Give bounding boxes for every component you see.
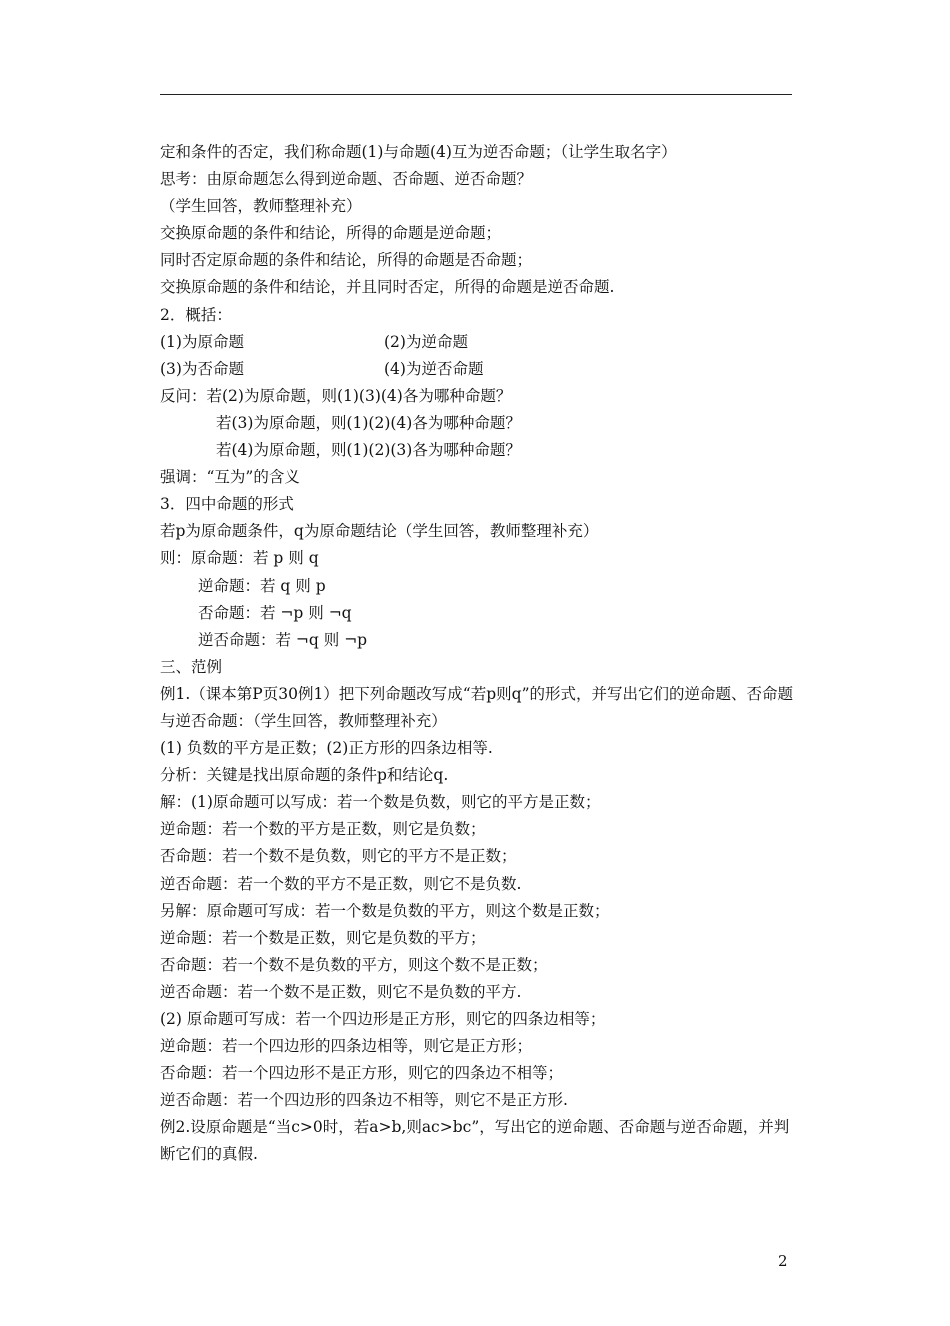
text-line: 逆否命题：若一个数的平方不是正数，则它不是负数. xyxy=(160,874,522,893)
text-line: 解：(1)原命题可以写成：若一个数是负数，则它的平方是正数； xyxy=(160,793,601,812)
text-line: 例1.（课本第P页30例1）把下列命题改写成“若p则q”的形式，并写出它们的逆命题、否命题与逆否命题：（学生回答，教师整理补充） xyxy=(160,684,793,730)
text-line: 分析：关键是找出原命题的条件p和结论q. xyxy=(160,766,449,785)
text-line: 若(4)为原命题，则(1)(2)(3)各为哪种命题？ xyxy=(216,441,521,460)
summary-cell: (3)为否命题 xyxy=(160,359,244,378)
text-line: 若p为原命题条件，q为原命题结论（学生回答，教师整理补充） xyxy=(160,522,599,541)
section-heading: 三、范例 xyxy=(160,657,223,676)
text-line: 逆命题：若 q 则 p xyxy=(198,576,326,595)
section-heading: 2．概括： xyxy=(160,305,232,324)
text-line: 另解：原命题可写成：若一个数是负数的平方，则这个数是正数； xyxy=(160,901,610,920)
text-line: 逆否命题：若一个四边形的四条边不相等，则它不是正方形. xyxy=(160,1091,568,1110)
text-line: 否命题：若 ¬p 则 ¬q xyxy=(198,603,352,622)
page-number: 2 xyxy=(778,1252,788,1270)
text-line: 否命题：若一个数不是负数的平方，则这个数不是正数； xyxy=(160,955,548,974)
summary-row xyxy=(160,356,800,383)
section-heading: 3．四中命题的形式 xyxy=(160,495,294,514)
text-line: 例2.设原命题是“当c>0时，若a>b,则ac>bc”，写出它的逆命题、否命题与逆否命题，并判断它们的真假. xyxy=(160,1118,790,1164)
text-line: (1) 负数的平方是正数；(2)正方形的四条边相等. xyxy=(160,739,493,758)
text-line: 逆命题：若一个数是正数，则它是负数的平方； xyxy=(160,928,486,947)
header-rule xyxy=(160,94,792,95)
text-line: 思考：由原命题怎么得到逆命题、否命题、逆否命题？ xyxy=(160,170,533,189)
text-line: 反问：若(2)为原命题，则(1)(3)(4)各为哪种命题？ xyxy=(160,386,512,405)
text-line: （学生回答，教师整理补充） xyxy=(160,197,362,216)
summary-cell: (2)为逆命题 xyxy=(384,332,468,351)
text-line: 强调：“互为”的含义 xyxy=(160,468,300,487)
text-line: 否命题：若一个数不是负数，则它的平方不是正数； xyxy=(160,847,517,866)
text-line: 若(3)为原命题，则(1)(2)(4)各为哪种命题？ xyxy=(216,413,521,432)
text-line: 交换原命题的条件和结论，所得的命题是逆命题； xyxy=(160,224,502,243)
document-body xyxy=(160,139,800,1169)
text-line: 逆命题：若一个四边形的四条边相等，则它是正方形； xyxy=(160,1037,533,1056)
text-line: (2) 原命题可写成：若一个四边形是正方形，则它的四条边相等； xyxy=(160,1010,606,1028)
text-line: 则：原命题：若 p 则 q xyxy=(160,549,319,568)
text-line: 定和条件的否定，我们称命题(1)与命题(4)互为逆否命题；（让学生取名字） xyxy=(160,143,677,161)
text-line: 逆否命题：若 ¬q 则 ¬p xyxy=(198,630,368,649)
summary-cell: (1)为原命题 xyxy=(160,332,244,351)
summary-cell: (4)为逆否命题 xyxy=(384,359,484,378)
text-line: 逆否命题：若一个数不是正数，则它不是负数的平方. xyxy=(160,982,522,1001)
text-line: 交换原命题的条件和结论，并且同时否定，所得的命题是逆否命题. xyxy=(160,278,615,297)
text-line: 逆命题：若一个数的平方是正数，则它是负数； xyxy=(160,820,486,839)
text-line: 否命题：若一个四边形不是正方形，则它的四条边不相等； xyxy=(160,1064,564,1083)
summary-row xyxy=(160,329,800,356)
text-line: 同时否定原命题的条件和结论，所得的命题是否命题； xyxy=(160,251,533,270)
